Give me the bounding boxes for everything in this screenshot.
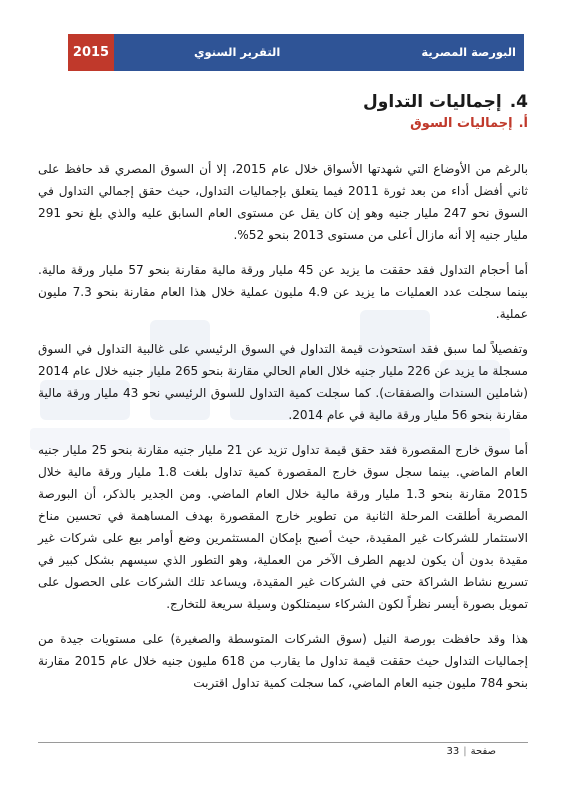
subsection-title: إجماليات السوق [410, 116, 513, 131]
page-content [38, 90, 528, 707]
subsection-letter: أ. [518, 116, 528, 131]
header-report-title: التقرير السنوي [194, 45, 281, 59]
paragraph: بالرغم من الأوضاع التي شهدتها الأسواق خلال عام 2015، إلا أن السوق المصري قد حافظ على ثاني أفضل أداء من بعد ثورة 2011 فيما يتعلق بإجماليات التداول، حيث حقق إجمالي التداول في السوق نحو 247 مليار جنيه وهو إن كان يقل عن مستوى العام السابق عليه والذي بلغ نحو 291 مليار جنيه إلا أنه مازال أعلى من مستوى 2013 بنحو 52%. [38, 162, 528, 242]
paragraph: أما سوق خارج المقصورة فقد حقق قيمة تداول تزيد عن 21 مليار جنيه مقارنة بنحو 25 مليار جنيه العام الماضي. بينما سجل سوق خارج المقصورة كمية تداول بلغت 1.8 مليار ورقة مالية خلال 2015 مقارنة بنحو 1.3 مليار ورقة مالية خلال العام الماضي. ومن الجدير بالذكر، أن البورصة المصرية أطلقت المرحلة الثانية من تطوير خارج المقصورة بهدف المساهمة في تحسين مناخ الاستثمار للشركات غير المقيدة، حيث أصبح بإمكان المستثمرين وضع أوامر بيع على شركات غير مقيدة بدون أن يكون لديهم الطرف الآخر من العملية، وهو التطور الذي سيسهم بشكل كبير في تسريع نشاط الشراكة حتى في الشركات غير المقيدة، ويساعد تلك الشركات على الحصول على تمويل بصورة أيسر نظراً لكون الشركاء سيمتلكون وسيلة سريعة للتخارج. [38, 443, 528, 611]
header-year: 2015 [68, 34, 114, 71]
page-header [68, 34, 524, 71]
section-heading [38, 90, 528, 114]
page-number: 33 [446, 746, 460, 757]
footer-divider [38, 742, 528, 743]
paragraph: وتفصيلاً لما سبق فقد استحوذت قيمة التداول في السوق الرئيسي على غالبية التداول في السوق مسجلة ما يزيد عن 226 مليار جنيه خلال العام الحالي مقارنة بنحو 265 مليار جنيه خلال عام 2014 (شاملين السندات والصفقات). كما سجلت كمية التداول للسوق الرئيسي نحو 43 مليار ورقة مالية مقارنة بنحو 56 مليار ورقة مالية في عام 2014. [38, 342, 528, 422]
paragraph: هذا وقد حافظت بورصة النيل (سوق الشركات المتوسطة والصغيرة) على مستويات جيدة من إجماليات التداول حيث حققت قيمة تداول ما يقارب من 618 مليون جنيه خلال عام 2015 مقارنة بنحو 784 مليون جنيه العام الماضي، كما سجلت كمية تداول اقتربت [38, 632, 528, 690]
page-separator: | [463, 746, 467, 757]
header-bar [114, 34, 524, 71]
section-title: إجماليات التداول [363, 92, 502, 112]
page-label: صفحة [470, 746, 496, 757]
paragraph: أما أحجام التداول فقد حققت ما يزيد عن 45 مليار ورقة مالية مقارنة بنحو 57 مليار ورقة مالية. بينما سجلت عدد العمليات ما يزيد عن 4.9 مليون عملية خلال هذا العام مقارنة بنحو 7.3 مليون عملية. [38, 263, 529, 321]
section-number: 4. [509, 92, 528, 112]
page-number-block [447, 746, 496, 757]
subsection-heading [38, 114, 528, 134]
header-exchange-name: البورصة المصرية [421, 45, 516, 59]
